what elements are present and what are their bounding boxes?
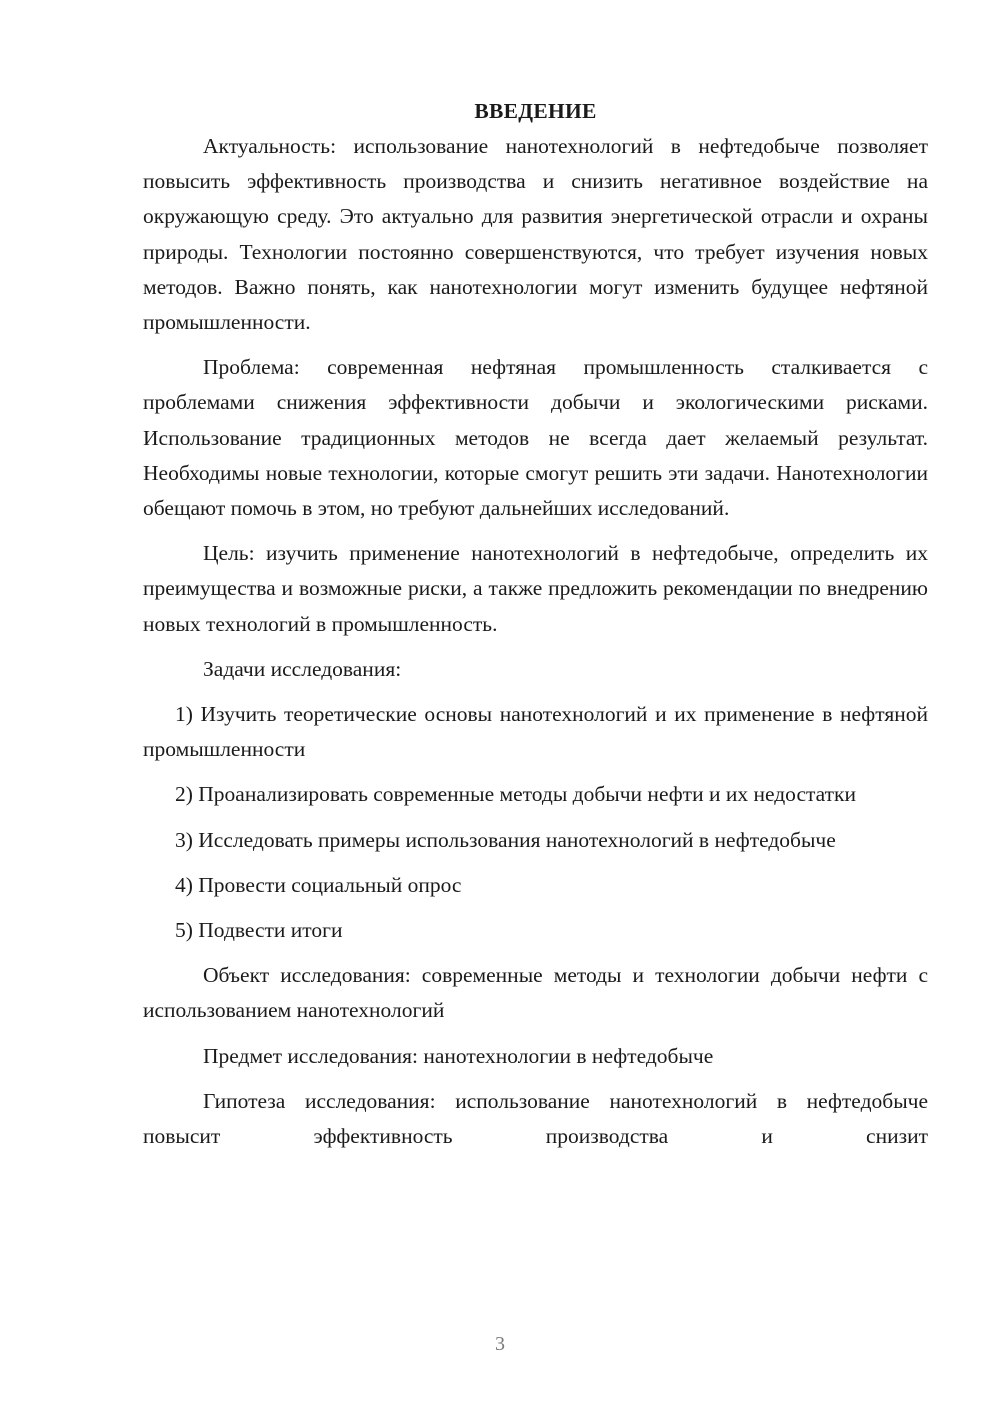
paragraph-hypothesis: Гипотеза исследования: использование нанотехнологий в нефтедобыче повысит эффективность производства и снизит xyxy=(143,1088,928,1149)
page-number: 3 xyxy=(495,1333,505,1355)
tasks-heading: Задачи исследования: xyxy=(203,656,402,681)
paragraph-object: Объект исследования: современные методы и технологии добычи нефти с использованием нанотехнологий xyxy=(143,963,928,1023)
paragraph-subject: Предмет исследования: нанотехнологии в нефтедобыче xyxy=(203,1043,714,1068)
task-item-2: 2) Проанализировать современные методы добычи нефти и их недостатки xyxy=(175,782,856,807)
task-item-3: 3) Исследовать примеры использования нанотехнологий в нефтедобыче xyxy=(175,827,836,852)
document-page xyxy=(143,94,928,1164)
section-title: ВВЕДЕНИЕ xyxy=(474,99,597,123)
paragraph-goal: Цель: изучить применение нанотехнологий в нефтедобыче, определить их преимущества и возможные риски, а также предложить рекомендации по внедрению новых технологий в промышленность. xyxy=(143,541,928,636)
task-item-4: 4) Провести социальный опрос xyxy=(175,872,462,897)
task-item-1: 1) Изучить теоретические основы нанотехнологий и их применение в нефтяной промышленности xyxy=(143,702,928,762)
task-item-5: 5) Подвести итоги xyxy=(175,918,343,943)
paragraph-relevance: Актуальность: использование нанотехнологий в нефтедобыче позволяет повысить эффективность производства и снизить негативное воздействие на окружающую среду. Это актуально для развития энергетической отрасли и охраны природы. Технологии постоянно совершенствуются, что требует изучения новых методов. Важно понять, как нанотехнологии могут изменить будущее нефтяной промышленности. xyxy=(143,134,928,335)
paragraph-problem: Проблема: современная нефтяная промышленность сталкивается с проблемами снижения эффективности добычи и экологическими рисками. Использование традиционных методов не всегда дает желаемый результат. Необходимы новые технологии, которые смогут решить эти задачи. Нанотехнологии обещают помочь в этом, но требуют дальнейших исследований. xyxy=(143,355,928,521)
